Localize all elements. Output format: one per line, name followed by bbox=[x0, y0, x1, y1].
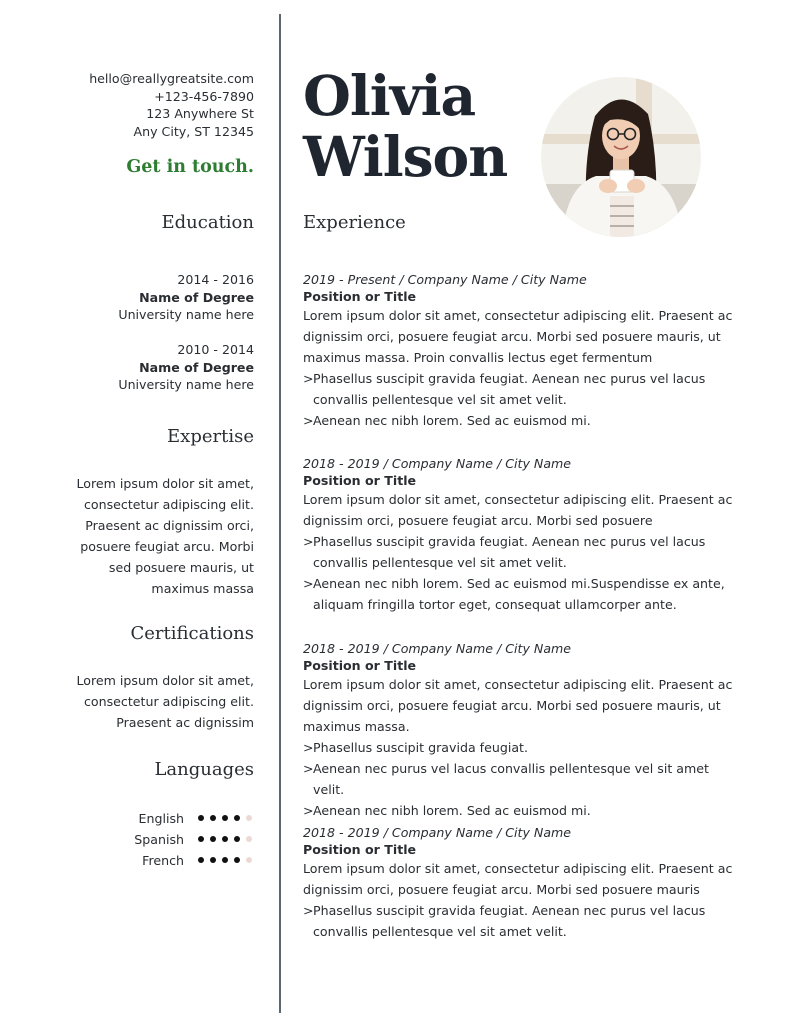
education-heading: Education bbox=[161, 212, 254, 233]
expertise-line: posuere feugiat arcu. Morbi bbox=[80, 539, 254, 554]
job-header: 2019 - Present / Company Name / City Name bbox=[303, 272, 587, 287]
language-name: English bbox=[138, 811, 184, 826]
job-desc-line: dignissim orci, posuere feugiat arcu. Morbi sed posuere mauris, ut bbox=[303, 698, 721, 713]
language-row bbox=[60, 810, 254, 831]
level-dot-empty bbox=[246, 857, 252, 863]
name-last: Wilson bbox=[303, 124, 508, 189]
language-level-dots bbox=[198, 815, 254, 823]
level-dot-filled bbox=[222, 836, 228, 842]
level-dot-filled bbox=[198, 815, 204, 821]
job-role: Position or Title bbox=[303, 289, 417, 304]
certifications-line: Lorem ipsum dolor sit amet, bbox=[76, 673, 254, 688]
experience-entry bbox=[303, 640, 743, 821]
level-dot-filled bbox=[210, 815, 216, 821]
expertise-text bbox=[40, 473, 254, 599]
job-bullet: > Phasellus suscipit gravida feugiat. bbox=[303, 740, 528, 755]
job-header: 2018 - 2019 / Company Name / City Name bbox=[303, 641, 572, 656]
contact-address-line2: Any City, ST 12345 bbox=[133, 123, 254, 139]
job-role: Position or Title bbox=[303, 473, 417, 488]
job-description bbox=[303, 489, 743, 531]
education-degree: Name of Degree bbox=[139, 359, 254, 375]
expertise-line: maximus massa bbox=[151, 581, 254, 596]
job-bullet: > Phasellus suscipit gravida feugiat. Aenean nec purus vel lacus convallis pellentesque vel sit amet velit. bbox=[303, 534, 706, 570]
job-desc-line: maximus massa. bbox=[303, 719, 410, 734]
job-desc-line: Lorem ipsum dolor sit amet, consectetur adipiscing elit. Praesent ac bbox=[303, 677, 733, 692]
contact-email[interactable]: hello@reallygreatsite.com bbox=[89, 71, 254, 86]
level-dot-filled bbox=[222, 815, 228, 821]
job-bullet: > Phasellus suscipit gravida feugiat. Aenean nec purus vel lacus convallis pellentesque vel sit amet velit. bbox=[303, 903, 706, 939]
job-description bbox=[303, 674, 743, 737]
job-desc-line: Lorem ipsum dolor sit amet, consectetur adipiscing elit. Praesent ac bbox=[303, 861, 733, 876]
level-dot-filled bbox=[234, 836, 240, 842]
level-dot-filled bbox=[210, 836, 216, 842]
level-dot-filled bbox=[222, 857, 228, 863]
level-dot-empty bbox=[246, 815, 252, 821]
level-dot-filled bbox=[210, 857, 216, 863]
experience-entry bbox=[303, 271, 743, 431]
expertise-line: Lorem ipsum dolor sit amet, bbox=[76, 476, 254, 491]
contact-block bbox=[60, 70, 254, 140]
contact-address-line1: 123 Anywhere St bbox=[146, 106, 254, 122]
expertise-line: sed posuere mauris, ut bbox=[108, 560, 254, 575]
job-bullet: > Aenean nec purus vel lacus convallis pellentesque vel sit amet velit. bbox=[303, 761, 709, 797]
job-description bbox=[303, 858, 743, 900]
language-name: French bbox=[142, 853, 184, 868]
education-degree: Name of Degree bbox=[139, 289, 254, 305]
job-desc-line: dignissim orci, posuere feugiat arcu. Morbi sed posuere bbox=[303, 513, 653, 528]
certifications-line: Praesent ac dignissim bbox=[116, 715, 254, 730]
language-name: Spanish bbox=[134, 832, 184, 847]
column-divider bbox=[279, 14, 281, 1013]
job-bullet: > Aenean nec nibh lorem. Sed ac euismod mi. bbox=[303, 803, 591, 818]
job-desc-line: dignissim orci, posuere feugiat arcu. Morbi sed posuere mauris, ut bbox=[303, 329, 721, 344]
certifications-line: consectetur adipiscing elit. bbox=[84, 694, 254, 709]
contact-phone[interactable]: +123-456-7890 bbox=[154, 88, 254, 104]
certifications-text bbox=[40, 670, 254, 733]
job-desc-line: dignissim orci, posuere feugiat arcu. Morbi sed posuere mauris bbox=[303, 882, 700, 897]
experience-heading: Experience bbox=[303, 212, 406, 233]
expertise-line: consectetur adipiscing elit. bbox=[84, 497, 254, 512]
job-desc-line: Lorem ipsum dolor sit amet, consectetur adipiscing elit. Praesent ac bbox=[303, 308, 733, 323]
job-header: 2018 - 2019 / Company Name / City Name bbox=[303, 825, 572, 840]
language-level-dots bbox=[198, 857, 254, 865]
job-bullet: > Phasellus suscipit gravida feugiat. Aenean nec purus vel lacus convallis pellentesque vel sit amet velit. bbox=[303, 371, 706, 407]
language-row bbox=[60, 852, 254, 873]
name-first: Olivia bbox=[303, 63, 476, 128]
education-item bbox=[40, 271, 254, 324]
job-description bbox=[303, 305, 743, 368]
job-role: Position or Title bbox=[303, 658, 417, 673]
profile-photo bbox=[540, 76, 702, 238]
education-years: 2010 - 2014 bbox=[177, 342, 254, 357]
education-years: 2014 - 2016 bbox=[177, 272, 254, 287]
job-bullet: > Aenean nec nibh lorem. Sed ac euismod mi. bbox=[303, 413, 591, 428]
language-level-dots bbox=[198, 836, 254, 844]
get-in-touch-heading: Get in touch. bbox=[126, 157, 254, 177]
job-header: 2018 - 2019 / Company Name / City Name bbox=[303, 456, 572, 471]
education-item bbox=[40, 341, 254, 394]
expertise-heading: Expertise bbox=[167, 426, 254, 447]
languages-heading: Languages bbox=[154, 759, 254, 780]
level-dot-filled bbox=[234, 857, 240, 863]
experience-entry bbox=[303, 824, 743, 942]
experience-entry bbox=[303, 455, 743, 615]
job-bullet: > Aenean nec nibh lorem. Sed ac euismod mi.Suspendisse ex ante, aliquam fringilla tortor eget, consequat ullamcorper ante. bbox=[303, 576, 725, 612]
level-dot-filled bbox=[198, 857, 204, 863]
job-role: Position or Title bbox=[303, 842, 417, 857]
job-desc-line: maximus massa. Proin convallis lectus eget fermentum bbox=[303, 350, 653, 365]
level-dot-empty bbox=[246, 836, 252, 842]
expertise-line: Praesent ac dignissim orci, bbox=[85, 518, 254, 533]
language-row bbox=[60, 831, 254, 852]
level-dot-filled bbox=[198, 836, 204, 842]
education-school: University name here bbox=[118, 307, 254, 323]
level-dot-filled bbox=[234, 815, 240, 821]
certifications-heading: Certifications bbox=[130, 623, 254, 644]
job-desc-line: Lorem ipsum dolor sit amet, consectetur adipiscing elit. Praesent ac bbox=[303, 492, 733, 507]
education-school: University name here bbox=[118, 377, 254, 393]
